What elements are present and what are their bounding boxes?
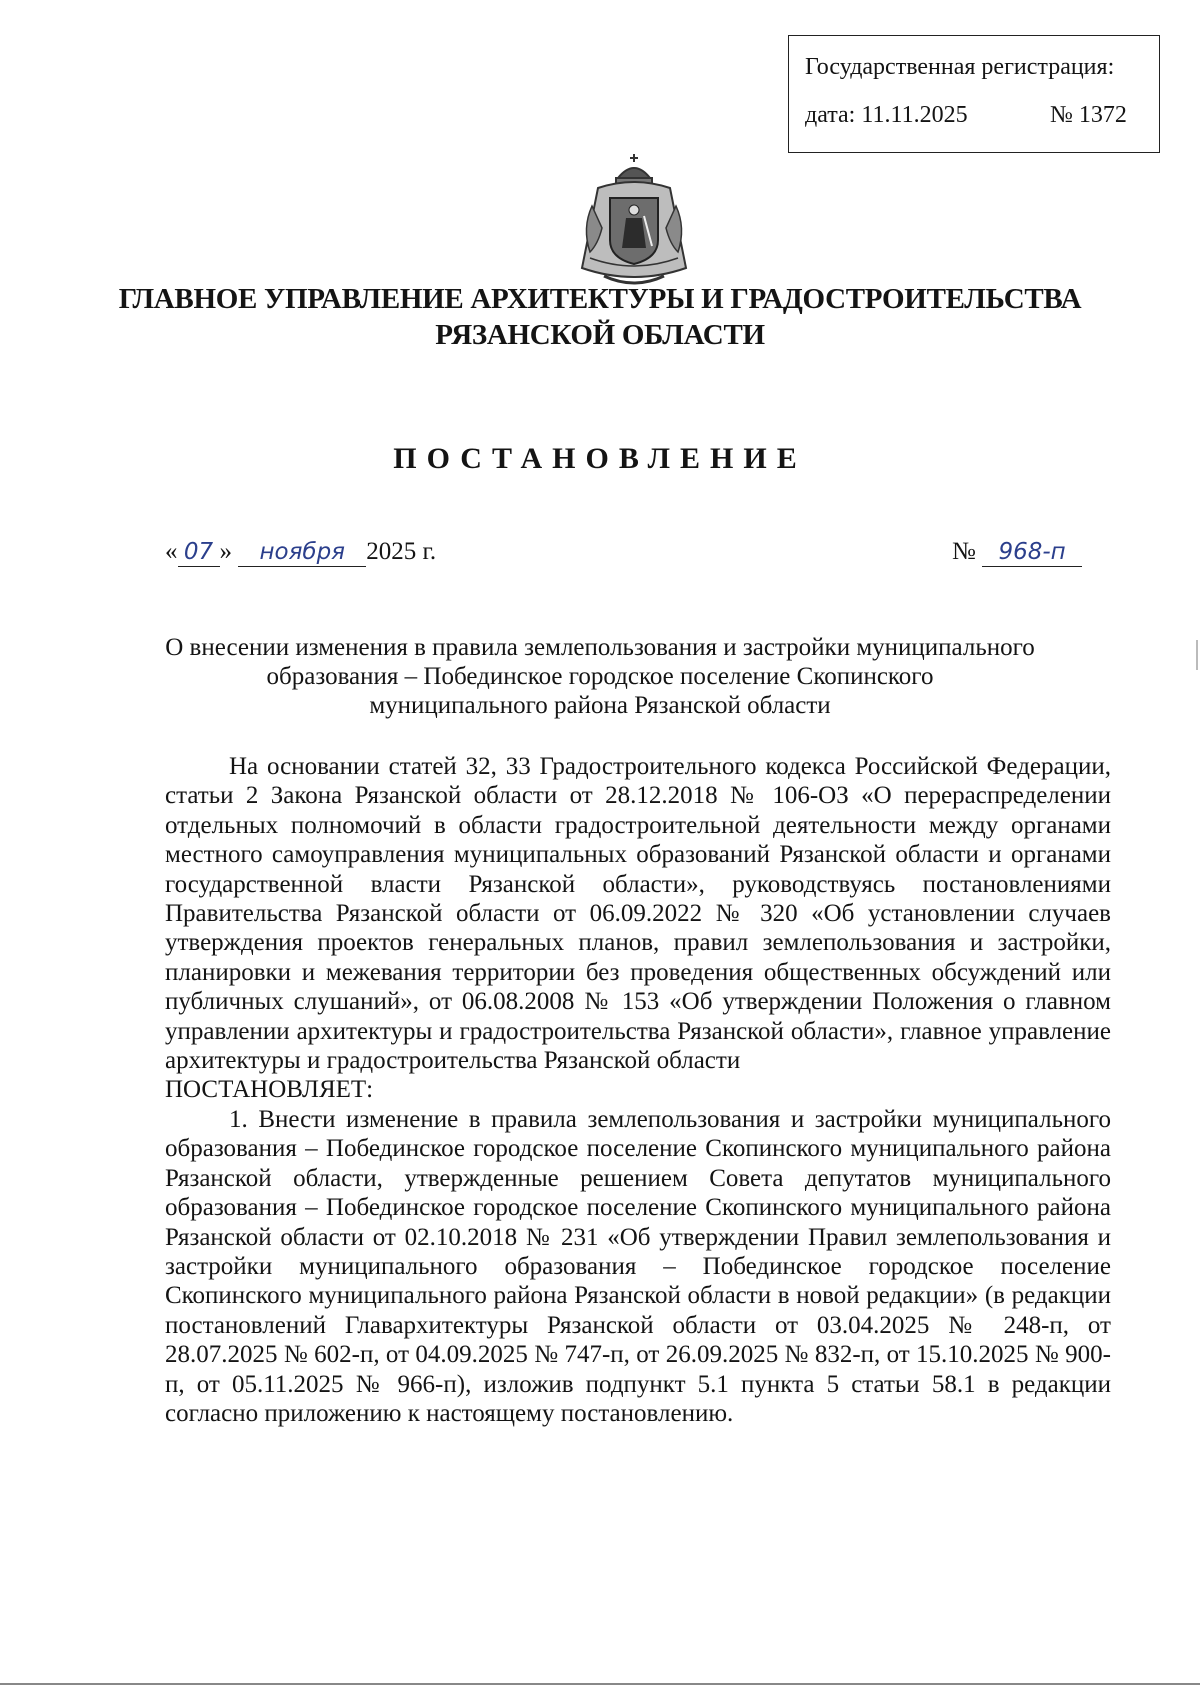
date-close-quote: » bbox=[219, 538, 232, 565]
date-month-handwritten: ноября bbox=[238, 538, 366, 567]
date-day-handwritten: 07 bbox=[178, 538, 220, 567]
item-1-paragraph: 1. Внести изменение в правила землепользования и застройки муниципального образования – Побединское городское поселение Скопинского муниципального района Рязанской области, утвержденные решением Совета депутатов муниципального образования – Побединское городское поселение Скопинского муниципального района Рязанской области от 02.10.2018 № 231 «Об утверждении Правил землепользования и застройки муниципального образования – Побединское городское поселение Скопинского муниципального района Рязанской области в новой редакции» (в редакции постановлений Главархитектуры Рязанской области от 03.04.2025 № 248-п, от 28.07.2025 № 602-п, от 04.09.2025 № 747-п, от 26.09.2025 № 832-п, от 15.10.2025 № 900-п, от 05.11.2025 № 966-п), изложив подпункт 5.1 пункта 5 статьи 58.1 в редакции согласно приложению к настоящему постановлению. bbox=[165, 1105, 1111, 1427]
decree-word: ПОСТАНОВЛЯЕТ: bbox=[165, 1076, 374, 1104]
registration-title: Государственная регистрация: bbox=[805, 54, 1115, 80]
date-year: 2025 г. bbox=[366, 538, 437, 565]
number-value-handwritten: 968-п bbox=[982, 538, 1082, 567]
document-number bbox=[952, 538, 1082, 567]
document-body bbox=[165, 752, 1111, 1428]
registration-box bbox=[788, 35, 1160, 153]
number-label: № bbox=[952, 538, 976, 565]
organization-name-line1: ГЛАВНОЕ УПРАВЛЕНИЕ АРХИТЕКТУРЫ И ГРАДОСТРОИТЕЛЬСТВА bbox=[118, 283, 1082, 315]
preamble-paragraph: На основании статей 32, 33 Градостроительного кодекса Российской Федерации, статьи 2 Закона Рязанской области от 28.12.2018 № 106-ОЗ «О перераспределении отдельных полномочий в области градостроительной деятельности между органами местного самоуправления муниципальных образований Рязанской области и органами государственной власти Рязанской области», руководствуясь постановлениями Правительства Рязанской области от 06.09.2022 № 320 «Об установлении случаев утверждения проектов генеральных планов, правил землепользования и застройки, планировки и межевания территории без проведения общественных обсуждений или публичных слушаний», от 06.08.2008 № 153 «Об утверждении Положения о главном управлении архитектуры и градостроительства Рязанской области», главное управление архитектуры и градостроительства Рязанской области bbox=[165, 753, 1111, 1075]
document-type-heading: ПОСТАНОВЛЕНИЕ bbox=[393, 442, 807, 475]
registration-date-line bbox=[805, 102, 1127, 129]
ryazan-coat-of-arms-icon bbox=[568, 148, 700, 296]
registration-date: дата: 11.11.2025 bbox=[805, 102, 968, 128]
scan-edge-mark bbox=[1196, 640, 1198, 670]
organization-name-line2: РЯЗАНСКОЙ ОБЛАСТИ bbox=[435, 319, 765, 351]
date-open-quote: « bbox=[165, 538, 178, 565]
subject-line1: О внесении изменения в правила землепользования и застройки муниципального bbox=[165, 634, 1035, 661]
document-subject bbox=[120, 633, 1080, 720]
registration-number: № 1372 bbox=[1050, 102, 1127, 128]
subject-line3: муниципального района Рязанской области bbox=[369, 692, 831, 719]
subject-line2: образования – Побединское городское поселение Скопинского bbox=[266, 663, 934, 690]
scan-bottom-edge bbox=[0, 1683, 1200, 1685]
document-date bbox=[165, 538, 436, 567]
